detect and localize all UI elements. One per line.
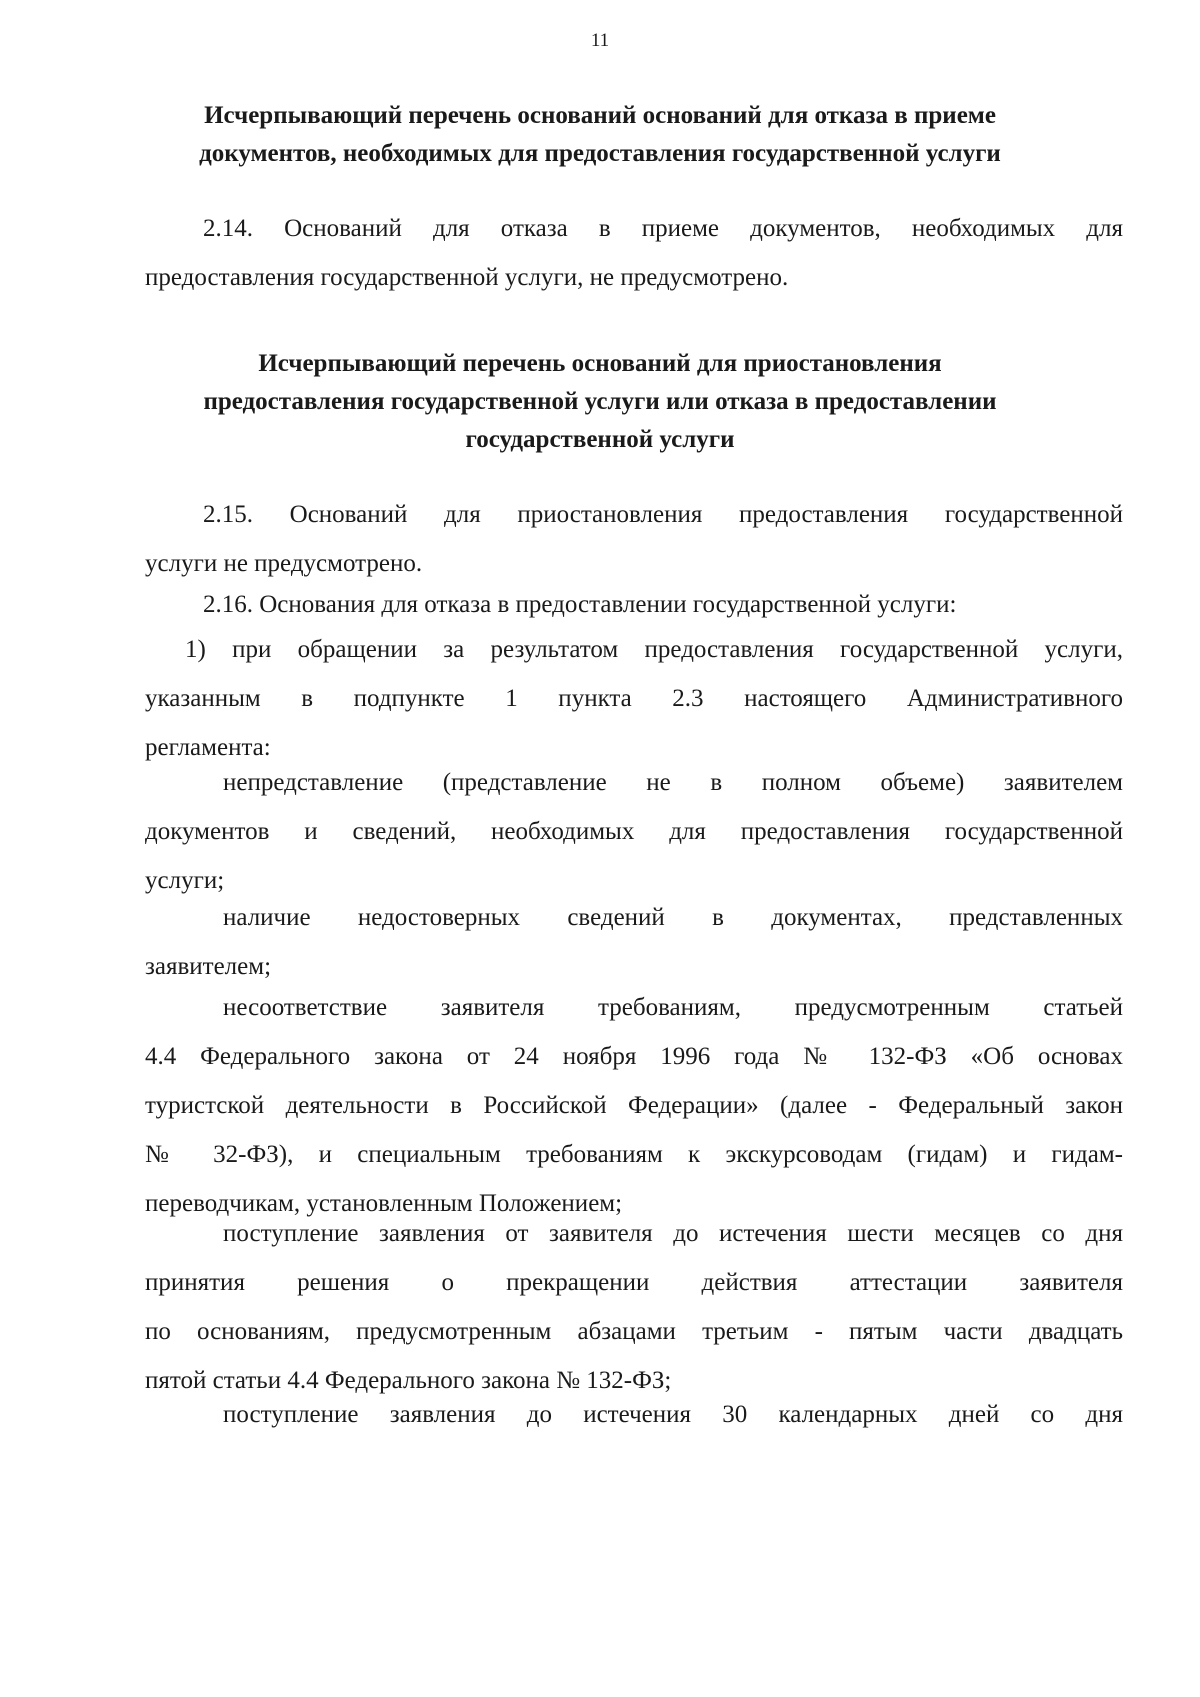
text-line: услуги не предусмотрено. [145, 550, 423, 577]
text-line: непредставление (представление не в полном объеме) заявителем [223, 769, 1123, 796]
text-line: 2.15. Оснований для приостановления предоставления государственной [203, 501, 1123, 528]
paragraph-2-15 [145, 490, 1123, 588]
text-line: поступление заявления от заявителя до истечения шести месяцев со дня [223, 1220, 1123, 1247]
section-heading-suspension-refusal [130, 345, 1070, 459]
text-line: заявителем; [145, 953, 272, 980]
text-line: туристской деятельности в Российской Федерации» (далее - Федеральный закон [145, 1092, 1123, 1119]
heading-line: предоставления государственной услуги или отказа в предоставлении [203, 388, 997, 415]
ground-nonconformity [145, 983, 1123, 1228]
text-line: по основаниям, предусмотренным абзацами третьим - пятым части двадцать [145, 1318, 1123, 1345]
ground-thirty-days [145, 1390, 1123, 1439]
ground-early-reapplication [145, 1209, 1123, 1405]
text-line: поступление заявления до истечения 30 календарных дней со дня [223, 1401, 1123, 1428]
paragraph-2-14 [145, 204, 1123, 302]
heading-line: документов, необходимых для предоставления государственной услуги [199, 140, 1001, 167]
section-heading-refusal-acceptance [130, 97, 1070, 173]
text-line: № 32-ФЗ), и специальным требованиям к экскурсоводам (гидам) и гидам- [145, 1141, 1123, 1168]
text-line: 2.14. Оснований для отказа в приеме документов, необходимых для [203, 215, 1123, 242]
text-line: наличие недостоверных сведений в документах, представленных [223, 904, 1123, 931]
text-line: пятой статьи 4.4 Федерального закона № 132-ФЗ; [145, 1367, 672, 1394]
ground-unreliable-info [145, 893, 1123, 991]
page-number: 11 [590, 30, 610, 51]
text-line: 4.4 Федерального закона от 24 ноября 1996 года № 132-ФЗ «Об основах [145, 1043, 1123, 1070]
text-line: несоответствие заявителя требованиям, предусмотренным статьей [223, 994, 1123, 1021]
heading-line: Исчерпывающий перечень оснований оснований для отказа в приеме [204, 102, 996, 129]
text-line: 1) при обращении за результатом предоставления государственной услуги, [185, 636, 1123, 663]
paragraph-2-16 [145, 580, 1123, 629]
text-line: регламента: [145, 734, 271, 761]
heading-line: Исчерпывающий перечень оснований для приостановления [258, 350, 942, 377]
ground-non-submission [145, 758, 1123, 905]
text-line: 2.16. Основания для отказа в предоставлении государственной услуги: [203, 591, 957, 618]
list-item-1 [145, 625, 1123, 772]
text-line: документов и сведений, необходимых для предоставления государственной [145, 818, 1123, 845]
text-line: предоставления государственной услуги, не предусмотрено. [145, 264, 789, 291]
text-line: переводчикам, установленным Положением; [145, 1190, 623, 1217]
text-line: указанным в подпункте 1 пункта 2.3 настоящего Административного [145, 685, 1123, 712]
text-line: услуги; [145, 867, 225, 894]
heading-line: государственной услуги [465, 426, 735, 453]
text-line: принятия решения о прекращении действия аттестации заявителя [145, 1269, 1123, 1296]
